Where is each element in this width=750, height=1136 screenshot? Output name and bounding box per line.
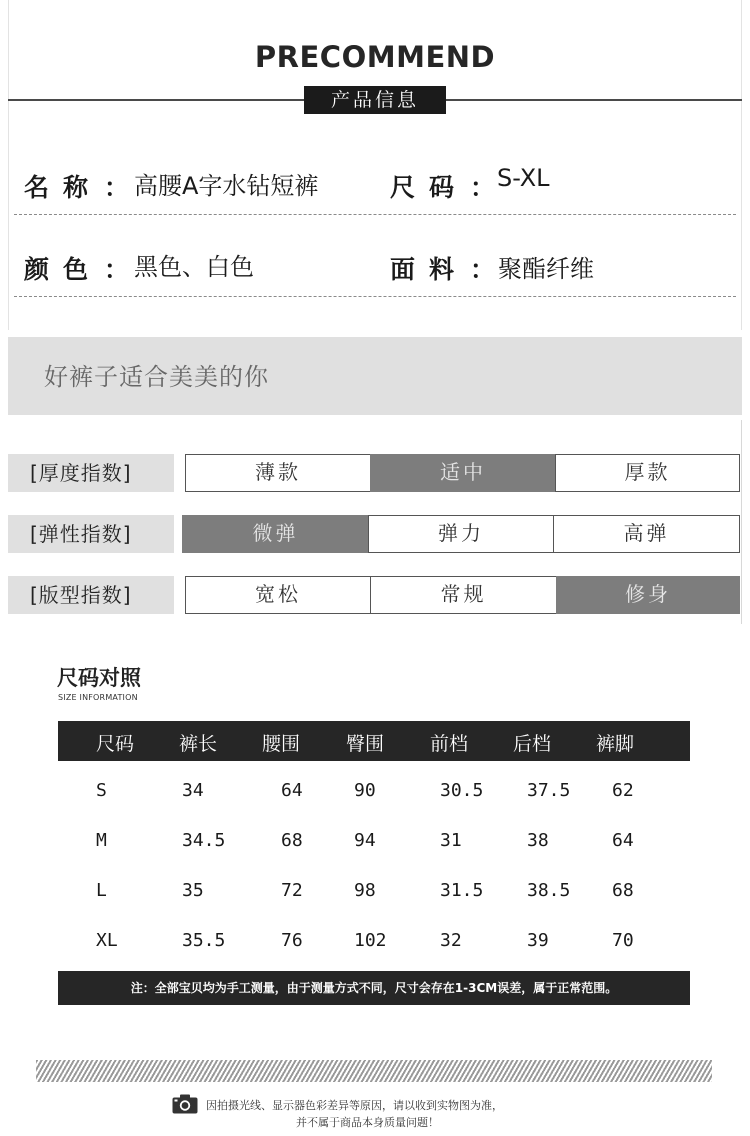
table-cell: 34: [182, 780, 204, 801]
table-cell: 35.5: [182, 930, 226, 951]
name-label: 名称: [24, 173, 103, 202]
column-header: 臀围: [346, 733, 385, 755]
table-cell: 34.5: [182, 830, 226, 851]
name-colon: ：: [104, 173, 130, 202]
column-header: 裤长: [179, 733, 218, 755]
table-cell: 68: [612, 880, 634, 901]
dashed-divider: [14, 296, 736, 297]
table-cell: 35: [182, 880, 204, 901]
table-cell: 90: [354, 780, 376, 801]
dashed-divider: [14, 214, 736, 215]
index-option-selected: 适中: [370, 454, 556, 492]
index-option: 厚款: [555, 454, 740, 492]
table-cell: 32: [440, 930, 462, 951]
size-chart-title: 尺码对照: [57, 666, 141, 690]
fit-index-label: [版型指数]: [8, 576, 174, 614]
table-cell: 72: [281, 880, 303, 901]
table-cell: 94: [354, 830, 376, 851]
footer-disclaimer-line1: 因拍摄光线、显示器色彩差异等原因，请以收到实物图为准，: [206, 1099, 503, 1112]
color-label: 颜色: [24, 255, 103, 284]
index-option: 高弹: [553, 515, 740, 553]
right-border: [741, 420, 742, 624]
table-cell: 30.5: [440, 780, 484, 801]
size-value: S-XL: [497, 164, 550, 192]
column-header: 前档: [430, 733, 469, 755]
table-cell: S: [96, 780, 107, 801]
table-cell: 64: [281, 780, 303, 801]
table-cell: 98: [354, 880, 376, 901]
size-label: 尺码: [390, 173, 469, 202]
index-option-selected: 微弹: [182, 515, 369, 553]
table-cell: 76: [281, 930, 303, 951]
page-title: PRECOMMEND: [254, 40, 496, 74]
elasticity-index-label: [弹性指数]: [8, 515, 174, 553]
footer-disclaimer-line2: 并不属于商品本身质量问题！: [296, 1116, 439, 1129]
index-option-selected: 修身: [556, 576, 740, 614]
measurement-note: 注：全部宝贝均为手工测量，由于测量方式不同，尺寸会存在1-3CM误差，属于正常范围。: [58, 971, 690, 1005]
index-option: 弹力: [368, 515, 554, 553]
table-cell: 31.5: [440, 880, 484, 901]
column-header: 裤脚: [596, 733, 635, 755]
table-cell: M: [96, 830, 107, 851]
thickness-index-label: [厚度指数]: [8, 454, 174, 492]
color-colon: ：: [104, 255, 130, 284]
color-value: 黑色、白色: [134, 253, 254, 281]
table-cell: 38: [527, 830, 549, 851]
index-option: 薄款: [185, 454, 371, 492]
column-header: 后档: [513, 733, 552, 755]
index-option: 宽松: [185, 576, 371, 614]
table-cell: XL: [96, 930, 118, 951]
table-cell: 68: [281, 830, 303, 851]
fabric-label: 面料: [390, 255, 469, 284]
name-value: 高腰A字水钻短裤: [134, 172, 319, 200]
table-cell: 70: [612, 930, 634, 951]
table-cell: 38.5: [527, 880, 571, 901]
table-cell: 31: [440, 830, 462, 851]
table-cell: 64: [612, 830, 634, 851]
table-cell: 62: [612, 780, 634, 801]
slogan-text: 好裤子适合美美的你: [44, 363, 269, 391]
index-option: 常规: [370, 576, 557, 614]
decorative-stripes: [36, 1060, 712, 1082]
column-header: 尺码: [96, 733, 135, 755]
size-colon: ：: [470, 173, 496, 202]
column-header: 腰围: [262, 733, 301, 755]
fabric-colon: ：: [470, 255, 496, 284]
size-chart-subtitle: SIZE INFORMATION: [58, 693, 138, 702]
table-cell: 39: [527, 930, 549, 951]
fabric-value: 聚酯纤维: [498, 255, 594, 283]
table-cell: 102: [354, 930, 387, 951]
section-subtitle: 产品信息: [304, 86, 446, 114]
table-cell: 37.5: [527, 780, 571, 801]
table-cell: L: [96, 880, 107, 901]
camera-icon: [172, 1094, 198, 1114]
